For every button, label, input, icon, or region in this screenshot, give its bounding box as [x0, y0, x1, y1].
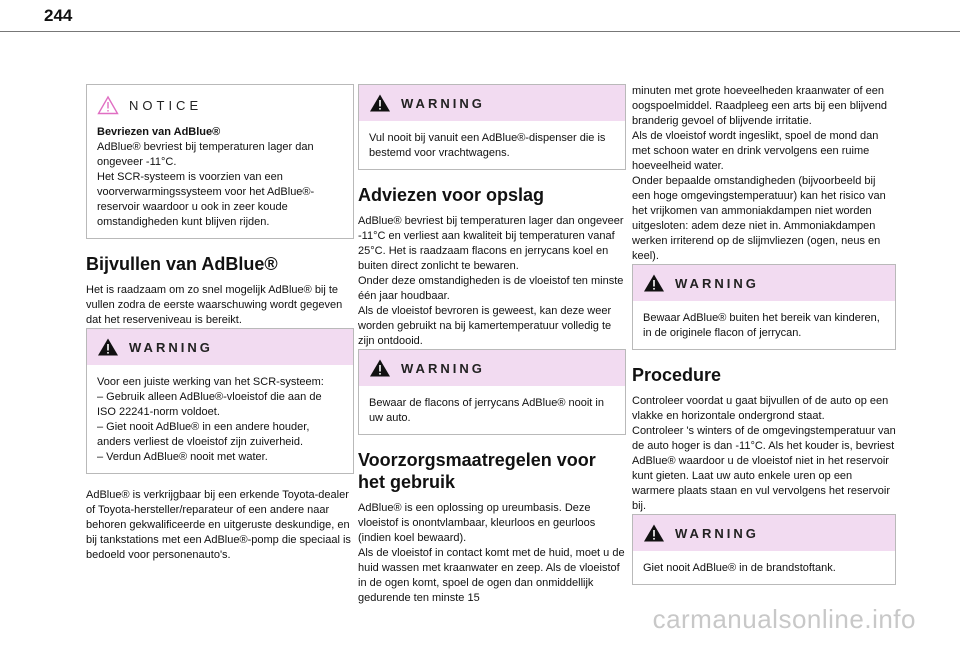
warning-body: Bewaar de flacons of jerrycans AdBlue® nooit in uw auto.: [369, 397, 604, 424]
warning-title: WARNING: [129, 339, 213, 355]
storage-body: AdBlue® bevriest bij temperaturen lager dan ongeveer -11°C en verliest aan kwaliteit bij temperaturen vanaf 25°C. Het is raadzaam flacons en jerrycans koel en buiten direct zonlicht te bewaren. Onder deze omstandigheden is de vloeistof ten minste één jaar houdbaar. Als de vloeistof bevroren is geweest, kan deze weer worden gebruikt na bij kamertemperatuur volledig te zijn ontdooid.: [358, 215, 624, 347]
header-divider: [0, 31, 960, 32]
warning-box-trucks: [358, 84, 626, 170]
warning-box-children: [632, 264, 896, 350]
warning-title: WARNING: [675, 275, 759, 291]
warning-header: [87, 329, 353, 365]
warning-body: Bewaar AdBlue® buiten het bereik van kinderen, in de originele flacon of jerrycan.: [643, 312, 880, 339]
section-title-precautions: Voorzorgsmaatregelen voor het gebruik: [358, 450, 596, 492]
warning-triangle-icon: [369, 358, 391, 378]
warning-triangle-icon: [97, 337, 119, 357]
section-title-refill: Bijvullen van AdBlue®: [86, 254, 278, 274]
column-3: [632, 84, 896, 599]
warning-box-fuel-tank: [632, 514, 896, 585]
warning-header: [633, 515, 895, 551]
column-1: [86, 84, 354, 563]
warning-body: Vul nooit bij vanuit een AdBlue®-dispenser die is bestemd voor vrachtwagens.: [369, 132, 606, 159]
page-number: 244: [44, 6, 73, 25]
column-2: [358, 84, 626, 606]
warning-header: [359, 350, 625, 386]
notice-box: [86, 84, 354, 239]
notice-body: AdBlue® bevriest bij temperaturen lager dan ongeveer -11°C. Het SCR-systeem is voorzien van een voorverwarmingssysteem voor het AdBlue®-reservoir waardoor u ook in zeer koude omstandigheden kunt blijven rijden.: [97, 141, 315, 228]
refill-intro: Het is raadzaam om zo snel mogelijk AdBlue® bij te vullen zodra de eerste waarschuwing wordt gegeven dat het reserveniveau is bereikt.: [86, 284, 343, 326]
warning-title: WARNING: [675, 525, 759, 541]
refill-outro: AdBlue® is verkrijgbaar bij een erkende Toyota-dealer of Toyota-hersteller/reparateur of een andere naar behoren gekwalificeerde en uitgeruste deskundige, en bij tankstations met een AdBlue®-pomp die speciaal is bedoeld voor personenauto's.: [86, 489, 351, 561]
section-title-procedure: Procedure: [632, 365, 722, 385]
caution-outline-icon: [97, 95, 119, 115]
warning-triangle-icon: [369, 93, 391, 113]
warning-triangle-icon: [643, 523, 665, 543]
warning-title: WARNING: [401, 360, 485, 376]
warning-triangle-icon: [643, 273, 665, 293]
watermark: carmanualsonline.info: [652, 604, 916, 634]
precautions-body: AdBlue® is een oplossing op ureumbasis. Deze vloeistof is onontvlambaar, kleurloos en geurloos (indien koel bewaard). Als de vloeistof in contact komt met de huid, moet u de huid wassen met kraanwater en zeep. Als de vloeistof in de ogen komt, spoel de ogen dan onmiddellijk gedurende ten minste 15: [358, 502, 625, 604]
notice-title: NOTICE: [129, 97, 203, 113]
notice-header: [97, 91, 343, 125]
warning-header: [359, 85, 625, 121]
precautions-continuation: minuten met grote hoeveelheden kraanwater of een oogspoelmiddel. Raadpleeg een arts bij een blijvend branderig gevoel of blijvende irritatie. Als de vloeistof wordt ingeslikt, spoel de mond dan met schoon water en drink vervolgens een ruime hoeveelheid water. Onder bepaalde omstandigheden (bijvoorbeeld bij een hoge omgevingstemperatuur) kan het risico van het vrijkomen van ammoniakdampen niet worden uitgesloten: adem deze niet in. Ammoniakdampen werken irriterend op de slijmvliezen (ogen, neus en keel).: [632, 85, 888, 262]
warning-body: Voor een juiste werking van het SCR-systeem: – Gebruik alleen AdBlue®-vloeistof die aan de ISO 22241-norm voldoet. – Giet nooit AdBlue® in een andere houder, anders verliest de vloeistof zijn zuiverheid. – Verdun AdBlue® nooit met water.: [97, 376, 324, 463]
warning-body: Giet nooit AdBlue® in de brandstoftank.: [643, 562, 836, 574]
procedure-body: Controleer voordat u gaat bijvullen of de auto op een vlakke en horizontale ondergrond staat. Controleer 's winters of de omgevingstemperatuur van de auto hoger is dan -11°C. Als het kouder is, bevriest AdBlue® waardoor u de vloeistof niet in het reservoir kunt gieten. Laat uw auto enkele uren op een warmere plaats staan en vul vervolgens het reservoir bij.: [632, 395, 896, 512]
section-title-storage: Adviezen voor opslag: [358, 185, 545, 205]
warning-box-car: [358, 349, 626, 435]
warning-box-scr: [86, 328, 354, 474]
notice-heading: Bevriezen van AdBlue®: [97, 126, 221, 138]
warning-title: WARNING: [401, 95, 485, 111]
warning-header: [633, 265, 895, 301]
